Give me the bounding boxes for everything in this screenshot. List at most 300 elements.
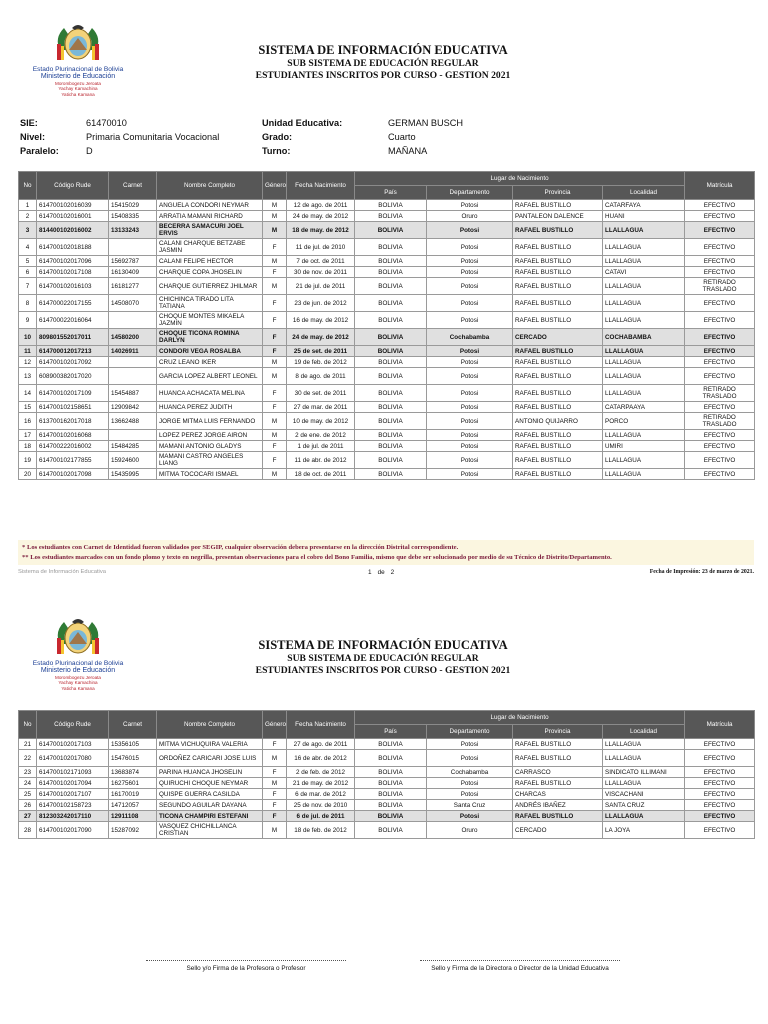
cell-localidad: LLALLAGUA xyxy=(603,222,685,239)
cell-carnet: 13662488 xyxy=(109,413,157,430)
table-row xyxy=(19,239,755,256)
cell-nombre: ANGUELA CONDORI NEYMAR xyxy=(157,200,263,211)
cell-pais: BOLIVIA xyxy=(355,800,427,811)
cell-localidad: LA JOYA xyxy=(603,822,685,839)
cell-no: 25 xyxy=(19,789,37,800)
cell-provincia: RAFAEL BUSTILLO xyxy=(513,200,603,211)
cell-codigo-rude: 613700162017018 xyxy=(37,413,109,430)
cell-no: 11 xyxy=(19,346,37,357)
bolivia-crest-icon xyxy=(50,614,106,658)
cell-matricula: EFECTIVO xyxy=(685,441,755,452)
ministry-logo xyxy=(22,614,134,691)
cell-carnet: 13133243 xyxy=(109,222,157,239)
table-body-page-1 xyxy=(19,200,755,480)
students-table-page-2 xyxy=(18,710,755,839)
cell-nombre: GARCIA LOPEZ ALBERT LEONEL xyxy=(157,368,263,385)
ministry-logo xyxy=(22,20,134,97)
cell-localidad: LLALLAGUA xyxy=(603,469,685,480)
note-segip: * Los estudiantes con Carnet de Identidad fueron validados por SEGIP, cualquier observación debera presentarse en la dirección Distrital correspondiente. xyxy=(22,544,459,551)
cell-fecha: 18 de oct. de 2011 xyxy=(287,469,355,480)
col-departamento: Departamento xyxy=(427,186,513,200)
cell-departamento: Potosi xyxy=(427,750,513,767)
cell-matricula: EFECTIVO xyxy=(685,789,755,800)
cell-genero: F xyxy=(263,267,287,278)
table-row xyxy=(19,200,755,211)
cell-codigo-rude: 814400102016002 xyxy=(37,222,109,239)
cell-fecha: 21 de jul. de 2011 xyxy=(287,278,355,295)
col-lugar: Lugar de Nacimiento xyxy=(355,711,685,725)
col-pais: País xyxy=(355,186,427,200)
cell-pais: BOLIVIA xyxy=(355,413,427,430)
report-name: ESTUDIANTES INSCRITOS POR CURSO - GESTION 2021 xyxy=(255,665,511,676)
cell-codigo-rude: 614700102018188 xyxy=(37,239,109,256)
cell-carnet xyxy=(109,312,157,329)
cell-pais: BOLIVIA xyxy=(355,239,427,256)
cell-nombre: PARINA HUANCA JHOSELIN xyxy=(157,767,263,778)
cell-fecha: 18 de feb. de 2012 xyxy=(287,822,355,839)
cell-nombre: MAMANI ANTONIO GLADYS xyxy=(157,441,263,452)
table-row xyxy=(19,368,755,385)
cell-carnet: 16275601 xyxy=(109,778,157,789)
cell-genero: F xyxy=(263,346,287,357)
cell-codigo-rude: 614700102158651 xyxy=(37,402,109,413)
cell-localidad: LLALLAGUA xyxy=(603,357,685,368)
cell-localidad: PORCO xyxy=(603,413,685,430)
cell-codigo-rude: 614700102017096 xyxy=(37,256,109,267)
cell-matricula: EFECTIVO xyxy=(685,368,755,385)
cell-provincia: RAFAEL BUSTILLO xyxy=(513,368,603,385)
cell-fecha: 7 de oct. de 2011 xyxy=(287,256,355,267)
cell-no: 7 xyxy=(19,278,37,295)
cell-fecha: 25 de set. de 2011 xyxy=(287,346,355,357)
table-row xyxy=(19,767,755,778)
cell-no: 2 xyxy=(19,211,37,222)
cell-carnet: 15454887 xyxy=(109,385,157,402)
cell-fecha: 6 de jul. de 2011 xyxy=(287,811,355,822)
cell-nombre: JORGE MITMA LUIS FERNANDO xyxy=(157,413,263,430)
page-separator: de xyxy=(377,569,385,576)
cell-no: 13 xyxy=(19,368,37,385)
cell-no: 19 xyxy=(19,452,37,469)
paralelo-label: Paralelo: xyxy=(20,146,59,156)
report-subtitle: SUB SISTEMA DE EDUCACIÓN REGULAR xyxy=(287,653,479,664)
cell-matricula: EFECTIVO xyxy=(685,811,755,822)
cell-matricula: EFECTIVO xyxy=(685,402,755,413)
cell-fecha: 11 de abr. de 2012 xyxy=(287,452,355,469)
cell-fecha: 24 de may. de 2012 xyxy=(287,329,355,346)
cell-pais: BOLIVIA xyxy=(355,329,427,346)
cell-provincia: RAFAEL BUSTILLO xyxy=(513,385,603,402)
cell-carnet: 14026911 xyxy=(109,346,157,357)
cell-departamento: Potosi xyxy=(427,811,513,822)
cell-no: 6 xyxy=(19,267,37,278)
cell-pais: BOLIVIA xyxy=(355,211,427,222)
cell-localidad: LLALLAGUA xyxy=(603,256,685,267)
unidad-educativa-label: Unidad Educativa: xyxy=(262,118,343,128)
print-date: Fecha de Impresión: 23 de marzo de 2021. xyxy=(649,569,754,575)
col-no: No xyxy=(19,711,37,739)
cell-localidad: LLALLAGUA xyxy=(603,739,685,750)
cell-genero: M xyxy=(263,222,287,239)
turno-value: MAÑANA xyxy=(388,146,428,156)
table-row xyxy=(19,430,755,441)
cell-provincia: RAFAEL BUSTILLO xyxy=(513,811,603,822)
cell-pais: BOLIVIA xyxy=(355,452,427,469)
cell-matricula: EFECTIVO xyxy=(685,767,755,778)
cell-nombre: MITMA TOCOCARI ISMAEL xyxy=(157,469,263,480)
logo-line-2: Ministerio de Educación xyxy=(40,667,116,675)
page-2 xyxy=(0,600,768,1024)
turno-label: Turno: xyxy=(262,146,291,156)
cell-localidad: LLALLAGUA xyxy=(603,346,685,357)
table-row xyxy=(19,329,755,346)
cell-carnet xyxy=(109,239,157,256)
table-row xyxy=(19,778,755,789)
cell-pais: BOLIVIA xyxy=(355,469,427,480)
cell-codigo-rude: 614700102017092 xyxy=(37,357,109,368)
cell-no: 22 xyxy=(19,750,37,767)
cell-nombre: QUIRUCHI CHOQUE NEYMAR xyxy=(157,778,263,789)
cell-nombre: CRUZ LEANO IKER xyxy=(157,357,263,368)
signature-line xyxy=(420,960,620,961)
logo-line-3: Morombogezu Jeroata xyxy=(55,80,101,86)
cell-genero: M xyxy=(263,750,287,767)
logo-line-4: Yachay Kamachina xyxy=(58,680,98,686)
cell-pais: BOLIVIA xyxy=(355,739,427,750)
nivel-value: Primaria Comunitaria Vocacional xyxy=(86,132,220,142)
table-row xyxy=(19,346,755,357)
director-signature xyxy=(420,960,620,972)
cell-no: 28 xyxy=(19,822,37,839)
cell-localidad: CATAVI xyxy=(603,267,685,278)
cell-matricula: EFECTIVO xyxy=(685,295,755,312)
cell-provincia: RAFAEL BUSTILLO xyxy=(513,402,603,413)
cell-localidad: LLALLAGUA xyxy=(603,295,685,312)
cell-matricula: RETIRADO TRASLADO xyxy=(685,413,755,430)
cell-carnet: 16170019 xyxy=(109,789,157,800)
cell-nombre: HUANCA PEREZ JUDITH xyxy=(157,402,263,413)
cell-nombre: MITMA VICHUQUIRA VALERIA xyxy=(157,739,263,750)
cell-pais: BOLIVIA xyxy=(355,278,427,295)
cell-departamento: Potosi xyxy=(427,413,513,430)
cell-localidad: LLALLAGUA xyxy=(603,430,685,441)
cell-no: 26 xyxy=(19,800,37,811)
cell-pais: BOLIVIA xyxy=(355,368,427,385)
cell-provincia: ANDRÉS IBAÑEZ xyxy=(513,800,603,811)
col-lugar: Lugar de Nacimiento xyxy=(355,172,685,186)
cell-matricula: EFECTIVO xyxy=(685,200,755,211)
cell-matricula: EFECTIVO xyxy=(685,750,755,767)
cell-matricula: RETIRADO TRASLADO xyxy=(685,278,755,295)
cell-nombre: CHARQUE GUTIERREZ JHILMAR xyxy=(157,278,263,295)
cell-nombre: VASQUEZ CHICHILLANCA CRISTIAN xyxy=(157,822,263,839)
cell-matricula: EFECTIVO xyxy=(685,211,755,222)
cell-codigo-rude: 614700102171093 xyxy=(37,767,109,778)
col-fecha: Fecha Nacimiento xyxy=(287,711,355,739)
col-provincia: Provincia xyxy=(513,186,603,200)
table-row xyxy=(19,402,755,413)
cell-nombre: CONDORI VEGA ROSALBA xyxy=(157,346,263,357)
cell-fecha: 30 de set. de 2011 xyxy=(287,385,355,402)
grado-label: Grado: xyxy=(262,132,293,142)
cell-codigo-rude: 614700022016064 xyxy=(37,312,109,329)
cell-departamento: Cochabamba xyxy=(427,329,513,346)
cell-provincia: RAFAEL BUSTILLO xyxy=(513,430,603,441)
cell-fecha: 24 de may. de 2012 xyxy=(287,211,355,222)
cell-provincia: RAFAEL BUSTILLO xyxy=(513,778,603,789)
table-row xyxy=(19,295,755,312)
cell-localidad: LLALLAGUA xyxy=(603,368,685,385)
cell-genero: M xyxy=(263,211,287,222)
cell-carnet xyxy=(109,368,157,385)
cell-genero: M xyxy=(263,778,287,789)
cell-localidad: SINDICATO ILLIMANI xyxy=(603,767,685,778)
cell-departamento: Potosi xyxy=(427,346,513,357)
report-subtitle: SUB SISTEMA DE EDUCACIÓN REGULAR xyxy=(287,58,479,69)
cell-genero: M xyxy=(263,256,287,267)
cell-codigo-rude: 614700102016001 xyxy=(37,211,109,222)
page-footer xyxy=(18,569,754,579)
col-localidad: Localidad xyxy=(603,725,685,739)
cell-carnet: 15435995 xyxy=(109,469,157,480)
cell-nombre: MAMANI CASTRO ANGELES LIANG xyxy=(157,452,263,469)
cell-departamento: Potosi xyxy=(427,778,513,789)
notes-box xyxy=(18,540,754,565)
cell-provincia: CERCADO xyxy=(513,329,603,346)
cell-departamento: Santa Cruz xyxy=(427,800,513,811)
cell-matricula: EFECTIVO xyxy=(685,329,755,346)
cell-no: 27 xyxy=(19,811,37,822)
cell-provincia: CERCADO xyxy=(513,822,603,839)
cell-codigo-rude: 614700102017090 xyxy=(37,822,109,839)
report-title: SISTEMA DE INFORMACIÓN EDUCATIVA xyxy=(258,43,508,57)
table-row xyxy=(19,789,755,800)
cell-provincia: PANTALEON DALENCE xyxy=(513,211,603,222)
cell-localidad: COCHABAMBA xyxy=(603,329,685,346)
cell-provincia: RAFAEL BUSTILLO xyxy=(513,239,603,256)
cell-pais: BOLIVIA xyxy=(355,778,427,789)
cell-genero: M xyxy=(263,200,287,211)
cell-carnet: 15287092 xyxy=(109,822,157,839)
cell-departamento: Potosi xyxy=(427,452,513,469)
cell-provincia: CHARCAS xyxy=(513,789,603,800)
cell-codigo-rude: 614700222016002 xyxy=(37,441,109,452)
cell-provincia: RAFAEL BUSTILLO xyxy=(513,452,603,469)
cell-fecha: 21 de may. de 2012 xyxy=(287,778,355,789)
cell-departamento: Potosi xyxy=(427,357,513,368)
cell-no: 9 xyxy=(19,312,37,329)
cell-nombre: SEGUNDO AGUILAR DAYANA xyxy=(157,800,263,811)
cell-genero: F xyxy=(263,452,287,469)
report-title: SISTEMA DE INFORMACIÓN EDUCATIVA xyxy=(258,638,508,652)
table-row xyxy=(19,441,755,452)
cell-genero: M xyxy=(263,469,287,480)
cell-no: 3 xyxy=(19,222,37,239)
cell-matricula: EFECTIVO xyxy=(685,739,755,750)
cell-codigo-rude: 614700102017103 xyxy=(37,739,109,750)
col-matricula: Matrícula xyxy=(685,711,755,739)
cell-fecha: 2 de feb. de 2012 xyxy=(287,767,355,778)
cell-pais: BOLIVIA xyxy=(355,200,427,211)
col-departamento: Departamento xyxy=(427,725,513,739)
cell-no: 16 xyxy=(19,413,37,430)
table-row xyxy=(19,312,755,329)
cell-matricula: EFECTIVO xyxy=(685,430,755,441)
cell-codigo-rude: 614700102017107 xyxy=(37,789,109,800)
cell-provincia: RAFAEL BUSTILLO xyxy=(513,312,603,329)
cell-carnet xyxy=(109,430,157,441)
col-carnet: Carnet xyxy=(109,711,157,739)
cell-no: 17 xyxy=(19,430,37,441)
cell-codigo-rude: 614700102158723 xyxy=(37,800,109,811)
cell-fecha: 30 de nov. de 2011 xyxy=(287,267,355,278)
cell-pais: BOLIVIA xyxy=(355,822,427,839)
logo-line-3: Morombogezu Jeroata xyxy=(55,674,101,680)
table-row xyxy=(19,452,755,469)
table-row xyxy=(19,822,755,839)
table-row xyxy=(19,211,755,222)
cell-provincia: RAFAEL BUSTILLO xyxy=(513,469,603,480)
cell-nombre: LOPEZ PEREZ JORGE AIRON xyxy=(157,430,263,441)
cell-matricula: EFECTIVO xyxy=(685,346,755,357)
col-codigo-rude: Código Rude xyxy=(37,711,109,739)
cell-nombre: TICONA CHAMPIRI ESTEFANI xyxy=(157,811,263,822)
cell-pais: BOLIVIA xyxy=(355,222,427,239)
cell-fecha: 19 de feb. de 2012 xyxy=(287,357,355,368)
logo-line-5: Yaticha Kamana xyxy=(61,91,95,97)
cell-fecha: 18 de may. de 2012 xyxy=(287,222,355,239)
note-bono-familia: ** Los estudiantes marcados con un fondo plomo y texto en negrilla, presentan observaciones para el cobro del Bono Familia, mismo que debe ser solucionado por medio de su Técnico de Distrito/Departamento. xyxy=(22,554,612,561)
unidad-educativa-value: GERMAN BUSCH xyxy=(388,118,464,128)
col-codigo-rude: Código Rude xyxy=(37,172,109,200)
cell-departamento: Cochabamba xyxy=(427,767,513,778)
cell-carnet: 16181277 xyxy=(109,278,157,295)
cell-localidad: LLALLAGUA xyxy=(603,452,685,469)
cell-departamento: Potosi xyxy=(427,200,513,211)
cell-departamento: Potosi xyxy=(427,789,513,800)
cell-fecha: 8 de ago. de 2011 xyxy=(287,368,355,385)
table-row xyxy=(19,357,755,368)
cell-matricula: EFECTIVO xyxy=(685,800,755,811)
cell-fecha: 23 de jun. de 2012 xyxy=(287,295,355,312)
cell-nombre: CALANI FELIPE HECTOR xyxy=(157,256,263,267)
logo-line-5: Yaticha Kamana xyxy=(61,685,95,691)
cell-pais: BOLIVIA xyxy=(355,811,427,822)
cell-no: 8 xyxy=(19,295,37,312)
cell-provincia: RAFAEL BUSTILLO xyxy=(513,222,603,239)
cell-matricula: EFECTIVO xyxy=(685,469,755,480)
cell-no: 10 xyxy=(19,329,37,346)
cell-no: 14 xyxy=(19,385,37,402)
cell-localidad: LLALLAGUA xyxy=(603,312,685,329)
cell-codigo-rude: 608900382017020 xyxy=(37,368,109,385)
cell-localidad: SANTA CRUZ xyxy=(603,800,685,811)
cell-provincia: RAFAEL BUSTILLO xyxy=(513,357,603,368)
col-fecha: Fecha Nacimiento xyxy=(287,172,355,200)
cell-no: 1 xyxy=(19,200,37,211)
cell-genero: F xyxy=(263,402,287,413)
cell-nombre: BECERRA SAMACURI JOEL ERVIS xyxy=(157,222,263,239)
report-titles xyxy=(150,637,616,677)
cell-departamento: Potosi xyxy=(427,312,513,329)
cell-fecha: 10 de may. de 2012 xyxy=(287,413,355,430)
cell-pais: BOLIVIA xyxy=(355,441,427,452)
cell-localidad: UMIRI xyxy=(603,441,685,452)
cell-fecha: 27 de ago. de 2011 xyxy=(287,739,355,750)
cell-localidad: VISCACHANI xyxy=(603,789,685,800)
table-row xyxy=(19,413,755,430)
cell-no: 20 xyxy=(19,469,37,480)
cell-codigo-rude: 614700102017098 xyxy=(37,469,109,480)
col-genero: Género xyxy=(263,172,287,200)
cell-matricula: EFECTIVO xyxy=(685,778,755,789)
cell-nombre: CALANI CHARQUE BETZABE JASMIN xyxy=(157,239,263,256)
cell-departamento: Potosi xyxy=(427,402,513,413)
cell-codigo-rude: 809801552017011 xyxy=(37,329,109,346)
cell-fecha: 1 de jul. de 2011 xyxy=(287,441,355,452)
cell-localidad: HUANI xyxy=(603,211,685,222)
report-name: ESTUDIANTES INSCRITOS POR CURSO - GESTION 2021 xyxy=(255,70,511,81)
cell-provincia: RAFAEL BUSTILLO xyxy=(513,441,603,452)
cell-carnet: 15692787 xyxy=(109,256,157,267)
cell-departamento: Potosi xyxy=(427,441,513,452)
cell-codigo-rude: 614700012017213 xyxy=(37,346,109,357)
cell-provincia: RAFAEL BUSTILLO xyxy=(513,278,603,295)
cell-no: 21 xyxy=(19,739,37,750)
cell-departamento: Potosi xyxy=(427,739,513,750)
cell-genero: F xyxy=(263,800,287,811)
cell-fecha: 27 de mar. de 2011 xyxy=(287,402,355,413)
cell-nombre: CHOQUE TICONA ROMINA DARLYN xyxy=(157,329,263,346)
cell-genero: F xyxy=(263,441,287,452)
cell-fecha: 11 de jul. de 2010 xyxy=(287,239,355,256)
cell-pais: BOLIVIA xyxy=(355,789,427,800)
cell-departamento: Potosi xyxy=(427,430,513,441)
cell-matricula: EFECTIVO xyxy=(685,312,755,329)
cell-localidad: LLALLAGUA xyxy=(603,750,685,767)
cell-codigo-rude: 614700102177855 xyxy=(37,452,109,469)
table-row xyxy=(19,800,755,811)
cell-departamento: Potosi xyxy=(427,267,513,278)
cell-codigo-rude: 614700102017108 xyxy=(37,267,109,278)
col-matricula: Matrícula xyxy=(685,172,755,200)
cell-localidad: LLALLAGUA xyxy=(603,811,685,822)
cell-nombre: QUISPE GUERRA CASILDA xyxy=(157,789,263,800)
cell-codigo-rude: 614700102016068 xyxy=(37,430,109,441)
cell-localidad: CATARFAYA xyxy=(603,200,685,211)
cell-provincia: ANTONIO QUIJARRO xyxy=(513,413,603,430)
table-row xyxy=(19,739,755,750)
cell-pais: BOLIVIA xyxy=(355,750,427,767)
cell-no: 18 xyxy=(19,441,37,452)
cell-matricula: EFECTIVO xyxy=(685,267,755,278)
cell-carnet: 12911108 xyxy=(109,811,157,822)
cell-pais: BOLIVIA xyxy=(355,256,427,267)
table-row xyxy=(19,811,755,822)
cell-genero: M xyxy=(263,822,287,839)
table-row xyxy=(19,256,755,267)
cell-matricula: EFECTIVO xyxy=(685,357,755,368)
cell-carnet: 15476015 xyxy=(109,750,157,767)
cell-departamento: Potosi xyxy=(427,368,513,385)
cell-nombre: CHOQUE MONTES MIKAELA JAZMIN xyxy=(157,312,263,329)
cell-carnet: 14712057 xyxy=(109,800,157,811)
cell-fecha: 6 de mar. de 2012 xyxy=(287,789,355,800)
cell-codigo-rude: 614700102016039 xyxy=(37,200,109,211)
cell-fecha: 25 de nov. de 2010 xyxy=(287,800,355,811)
bolivia-crest-icon xyxy=(50,20,106,64)
logo-line-1: Estado Plurinacional de Bolivia xyxy=(32,66,124,73)
